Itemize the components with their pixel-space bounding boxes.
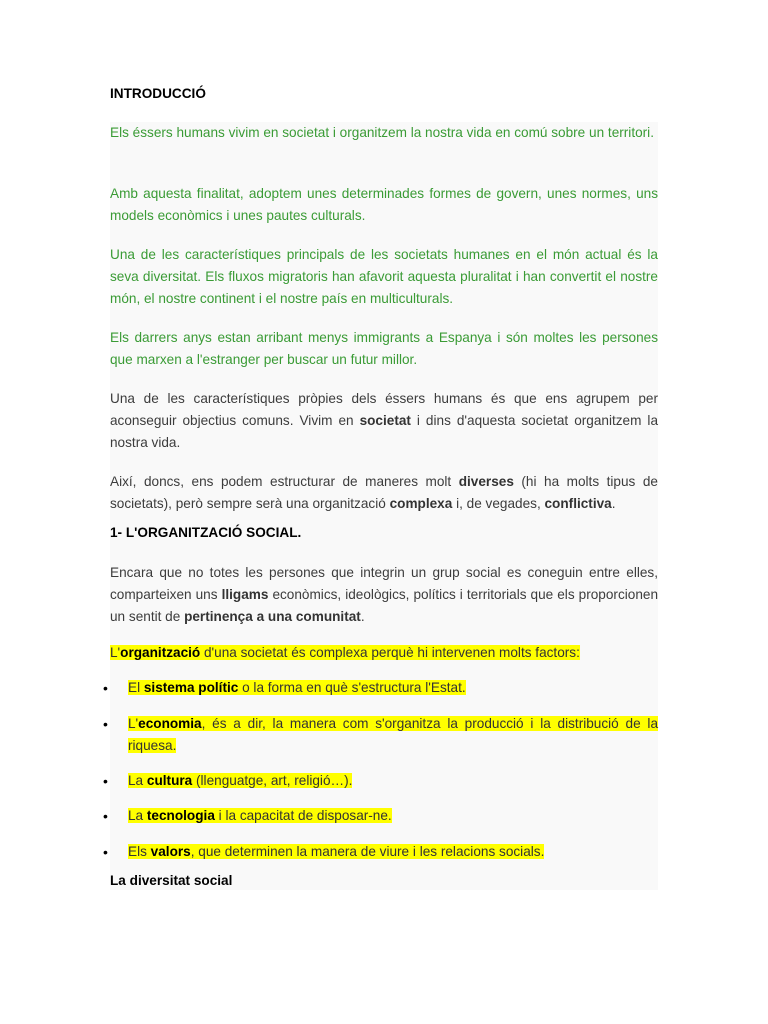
highlighted-paragraph	[110, 642, 658, 664]
text-run: i la capacitat de disposar-ne.	[214, 808, 392, 823]
intro-paragraph-2: Amb aquesta finalitat, adoptem unes determinades formes de govern, unes normes, uns models econòmics i unes pautes culturals.	[110, 186, 658, 223]
text-run: La	[128, 773, 147, 788]
content-block	[103, 122, 659, 890]
text-run: econòmics, ideològics, polítics i territorials que els proporcionen un sentit de	[110, 587, 659, 624]
subsection-title: La diversitat social	[110, 873, 233, 888]
bold-term: societat	[359, 413, 411, 428]
paragraph-lligams	[110, 562, 658, 628]
paragraph-diverses	[110, 471, 658, 515]
highlight-run	[128, 716, 658, 753]
highlight-run	[128, 773, 352, 788]
text-run: (hi ha molts tipus de societats), però sempre serà una organització	[110, 474, 658, 511]
text-run: L'	[128, 716, 139, 731]
bold-term: pertinença a una comunitat	[184, 609, 361, 624]
bullet-icon: •	[103, 716, 108, 732]
bold-term: conflictiva	[544, 496, 612, 511]
bold-term: valors	[150, 844, 191, 859]
text-run: , és a dir, la manera com s'organitza la producció i la distribució de la riquesa.	[128, 716, 658, 753]
text-run: Encara que no totes les persones que integrin un grup social es coneguin entre elles, comparteixen uns	[110, 565, 658, 602]
bold-term: lligams	[221, 587, 269, 602]
text-run: Així, doncs, ens podem estructurar de maneres molt	[110, 474, 459, 489]
bold-term: complexa	[389, 496, 453, 511]
bold-term: tecnologia	[146, 808, 215, 823]
list-item-text	[128, 677, 658, 699]
text-run: i dins d'aquesta societat organitzem la nostra vida.	[110, 413, 659, 450]
text-run: .	[360, 609, 365, 624]
bold-term: diverses	[458, 474, 514, 489]
text-run: d'una societat és complexa perquè hi intervenen molts factors:	[200, 645, 580, 660]
text-run: , que determinen la manera de viure i les relacions socials.	[190, 844, 545, 859]
text-run: Els	[128, 844, 151, 859]
text-run: .	[611, 496, 616, 511]
paragraph-societat	[110, 388, 658, 454]
text-run: La	[128, 808, 147, 823]
list-item-text	[128, 805, 658, 827]
list-item	[103, 770, 658, 792]
text-run: El	[128, 680, 144, 695]
text-run: o la forma en què s'estructura l'Estat.	[238, 680, 466, 695]
bold-term: cultura	[146, 773, 193, 788]
highlight-run	[128, 680, 466, 695]
bullet-icon: •	[103, 808, 108, 824]
bold-term: economia	[138, 716, 202, 731]
intro-paragraph-3: Una de les característiques principals de les societats humanes en el món actual és la seva diversitat. Els fluxos migratoris han afavorit aquesta pluralitat i han convertit el nostre món, el nostre continent i el nostre país en multiculturals.	[110, 247, 658, 306]
intro-paragraph-1: Els éssers humans vivim en societat i organitzem la nostra vida en comú sobre un territori.	[110, 125, 654, 140]
text-run: Una de les característiques pròpies dels éssers humans és que ens agrupem per aconseguir objectius comuns. Vivim en	[110, 391, 658, 428]
list-item-text	[128, 770, 658, 792]
bold-term: organització	[120, 645, 201, 660]
text-run: i, de vegades,	[452, 496, 545, 511]
intro-paragraph-4: Els darrers anys estan arribant menys immigrants a Espanya i són moltes les persones que marxen a l'estranger per buscar un futur millor.	[110, 330, 658, 367]
highlight-run	[128, 844, 544, 859]
bullet-icon: •	[103, 680, 108, 696]
highlight-run	[128, 808, 392, 823]
list-item	[103, 841, 658, 863]
list-item	[103, 713, 658, 757]
page-heading: INTRODUCCIÓ	[110, 86, 206, 101]
list-item-text	[128, 713, 658, 757]
bold-term: sistema polític	[143, 680, 239, 695]
section-title: 1- L'ORGANITZACIÓ SOCIAL.	[110, 525, 302, 540]
text-run: L'	[110, 645, 121, 660]
list-item-text	[128, 841, 658, 863]
highlight-run	[110, 645, 580, 660]
bullet-icon: •	[103, 773, 108, 789]
list-item	[103, 677, 658, 699]
text-run: (llenguatge, art, religió…).	[192, 773, 353, 788]
bullet-icon: •	[103, 844, 108, 860]
list-item	[103, 805, 658, 827]
